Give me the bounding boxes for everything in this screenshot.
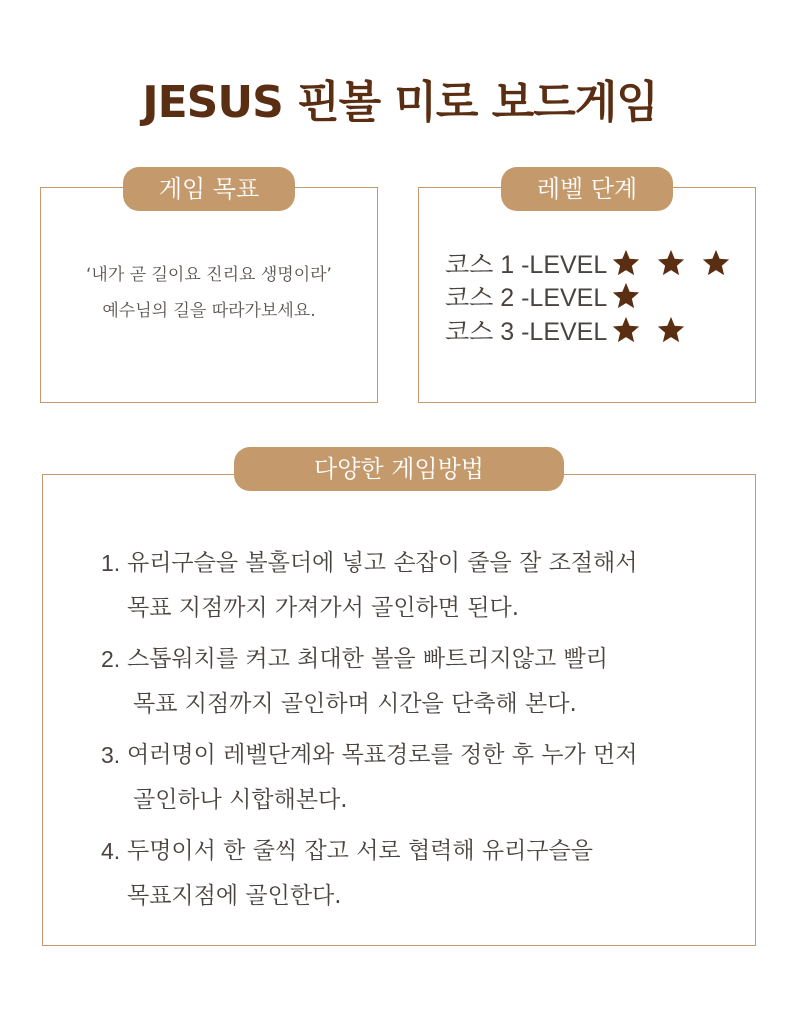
level-stars bbox=[611, 281, 656, 311]
level-label: 코스 3 -LEVEL bbox=[445, 318, 608, 346]
level-stars bbox=[611, 248, 746, 278]
method-line: 유리구슬을 볼홀더에 넣고 손잡이 줄을 잘 조절해서 bbox=[127, 550, 638, 576]
goal-line-2: 예수님의 길을 따라가보세요. bbox=[102, 301, 316, 321]
level-row-3 bbox=[445, 314, 701, 346]
level-label: 코스 1 -LEVEL bbox=[445, 251, 608, 279]
method-number: 2. bbox=[101, 646, 121, 672]
star-icon bbox=[611, 281, 641, 311]
page-title: JESUS 핀볼 미로 보드게임 bbox=[142, 77, 658, 128]
method-line: 목표 지점까지 가져가서 골인하면 된다. bbox=[127, 595, 520, 621]
methods-label: 다양한 게임방법 bbox=[234, 447, 564, 491]
star-icon bbox=[611, 248, 641, 278]
method-item-1 bbox=[101, 541, 701, 631]
method-line: 목표지점에 골인한다. bbox=[127, 883, 342, 909]
level-row-2 bbox=[445, 280, 656, 312]
method-line: 골인하나 시합해본다. bbox=[133, 787, 348, 813]
star-icon bbox=[701, 248, 731, 278]
method-item-3 bbox=[101, 733, 701, 823]
star-icon bbox=[656, 315, 686, 345]
methods-box bbox=[42, 474, 756, 946]
goal-line-1: ‘내가 곧 길이요 진리요 생명이라’ bbox=[86, 265, 332, 285]
level-label: 코스 2 -LEVEL bbox=[445, 284, 608, 312]
method-line: 여러명이 레벨단계와 목표경로를 정한 후 누가 먼저 bbox=[127, 742, 638, 768]
method-line: 목표 지점까지 골인하며 시간을 단축해 본다. bbox=[133, 691, 577, 717]
method-line: 두명이서 한 줄씩 잡고 서로 협력해 유리구슬을 bbox=[127, 838, 594, 864]
level-stars bbox=[611, 315, 701, 345]
levels-label: 레벨 단계 bbox=[501, 167, 673, 211]
method-item-2 bbox=[101, 637, 701, 727]
level-row-1 bbox=[445, 247, 746, 279]
star-icon bbox=[611, 315, 641, 345]
method-number: 1. bbox=[101, 550, 121, 576]
method-number: 3. bbox=[101, 742, 121, 768]
goal-box bbox=[40, 187, 378, 403]
method-line: 스톱워치를 켜고 최대한 볼을 빠트리지않고 빨리 bbox=[127, 646, 608, 672]
method-item-4 bbox=[101, 829, 701, 919]
method-list bbox=[101, 541, 701, 925]
method-number: 4. bbox=[101, 838, 121, 864]
star-icon bbox=[656, 248, 686, 278]
goal-label: 게임 목표 bbox=[123, 167, 295, 211]
levels-box bbox=[418, 187, 756, 403]
